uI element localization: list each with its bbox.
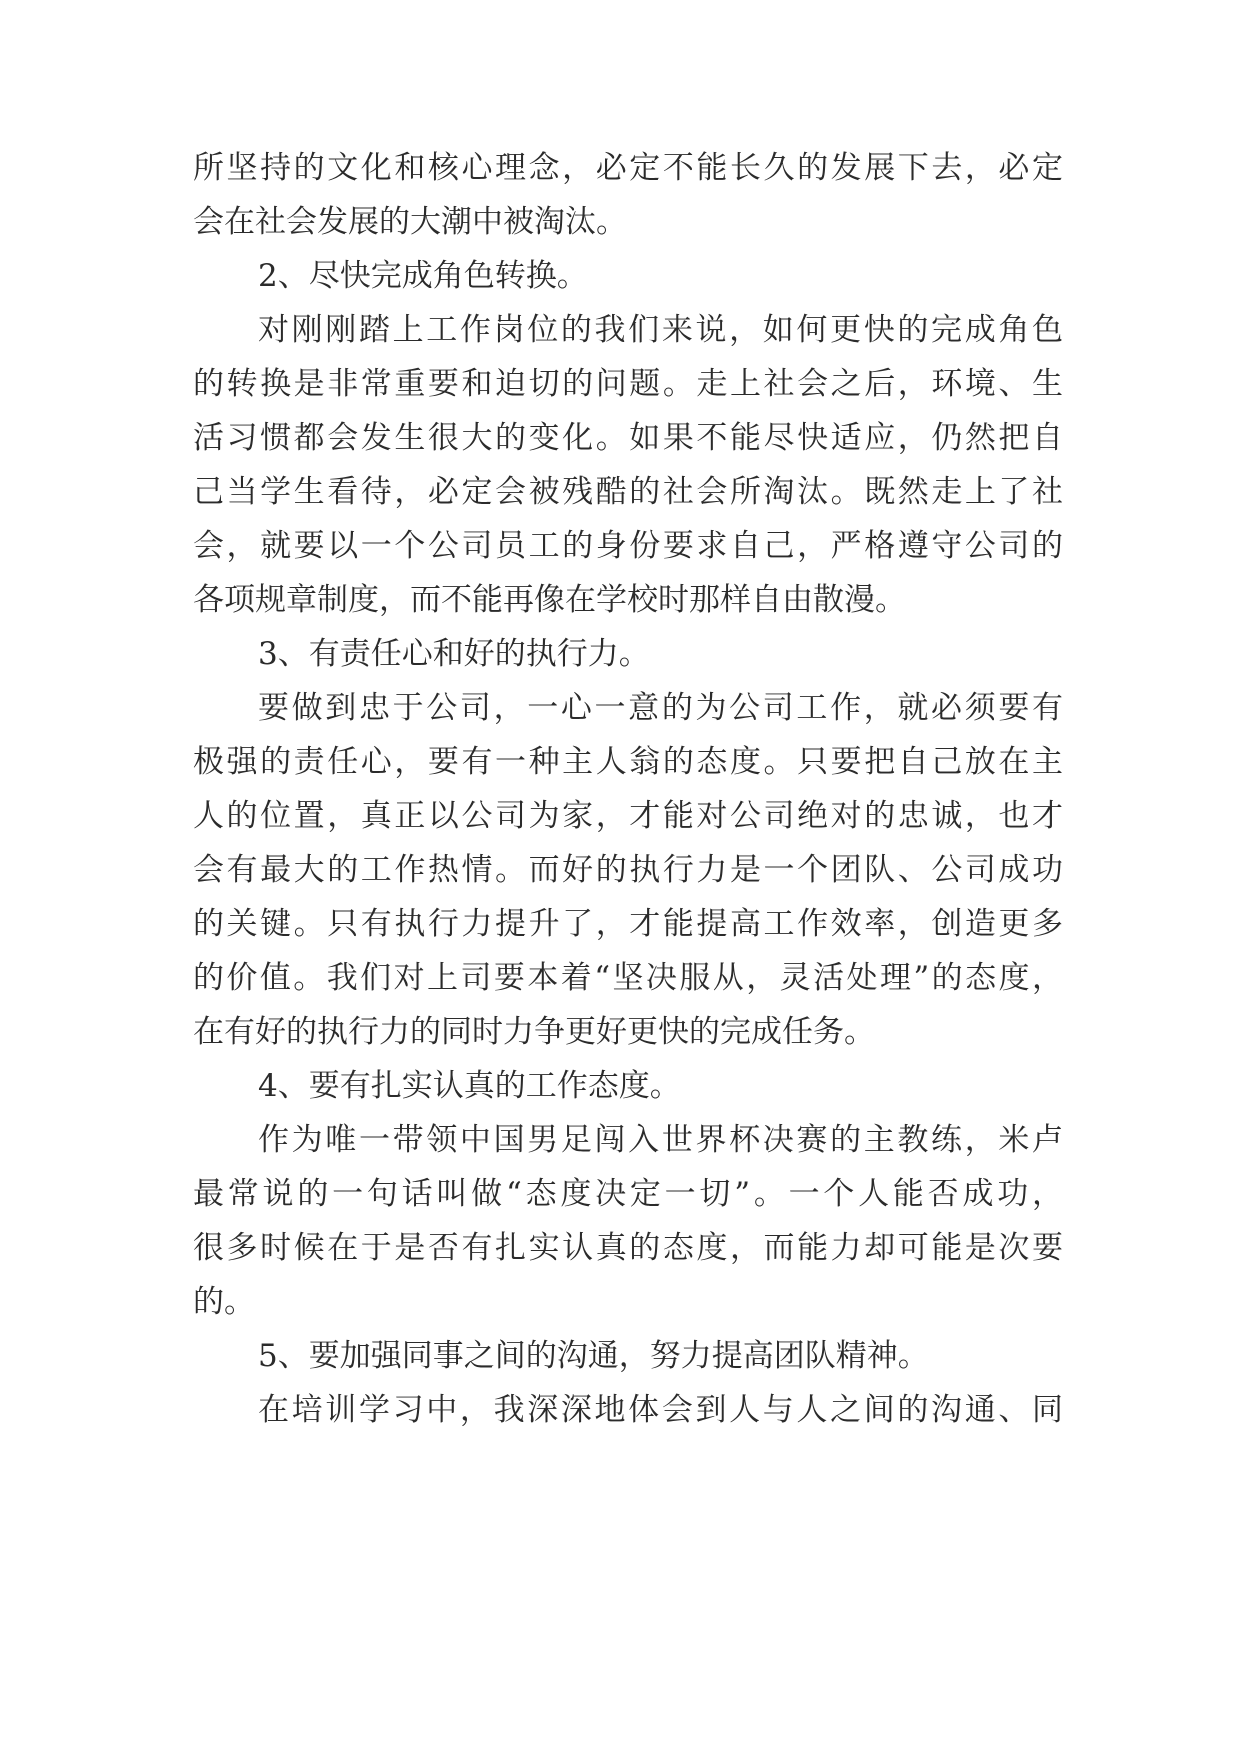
section-heading: 5、要加强同事之间的沟通，努力提高团队精神。: [258, 1338, 929, 1374]
text-line: 所坚持的文化和核心理念，必定不能长久的发展下去，必定: [193, 150, 1063, 186]
text-line: 作为唯一带领中国男足闯入世界杯决赛的主教练，米卢: [258, 1122, 1063, 1158]
text-line: 的。: [193, 1284, 255, 1320]
text-line: 会，就要以一个公司员工的身份要求自己，严格遵守公司的: [193, 528, 1063, 564]
text-line: 人的位置，真正以公司为家，才能对公司绝对的忠诚，也才: [193, 798, 1063, 834]
section-heading: 3、有责任心和好的执行力。: [258, 636, 650, 672]
text-line: 在培训学习中，我深深地体会到人与人之间的沟通、同: [258, 1392, 1063, 1428]
text-line: 各项规章制度，而不能再像在学校时那样自由散漫。: [193, 582, 906, 618]
text-line: 的转换是非常重要和迫切的问题。走上社会之后，环境、生: [193, 366, 1063, 402]
text-line: 对刚刚踏上工作岗位的我们来说，如何更快的完成角色: [258, 312, 1063, 348]
text-line: 极强的责任心，要有一种主人翁的态度。只要把自己放在主: [193, 744, 1063, 780]
text-line: 活习惯都会发生很大的变化。如果不能尽快适应，仍然把自: [193, 420, 1063, 456]
section-heading: 2、尽快完成角色转换。: [258, 258, 588, 294]
text-line: 的关键。只有执行力提升了，才能提高工作效率，创造更多: [193, 906, 1063, 942]
text-line: 己当学生看待，必定会被残酷的社会所淘汰。既然走上了社: [193, 474, 1063, 510]
text-line: 的价值。我们对上司要本着“坚决服从，灵活处理”的态度，: [193, 960, 1063, 996]
text-line: 会有最大的工作热情。而好的执行力是一个团队、公司成功: [193, 852, 1063, 888]
section-heading: 4、要有扎实认真的工作态度。: [258, 1068, 681, 1104]
text-line: 很多时候在于是否有扎实认真的态度，而能力却可能是次要: [193, 1230, 1063, 1266]
text-line: 最常说的一句话叫做“态度决定一切”。一个人能否成功，: [193, 1176, 1063, 1212]
text-line: 要做到忠于公司，一心一意的为公司工作，就必须要有: [258, 690, 1063, 726]
text-line: 在有好的执行力的同时力争更好更快的完成任务。: [193, 1014, 875, 1050]
text-line: 会在社会发展的大潮中被淘汰。: [193, 204, 627, 240]
